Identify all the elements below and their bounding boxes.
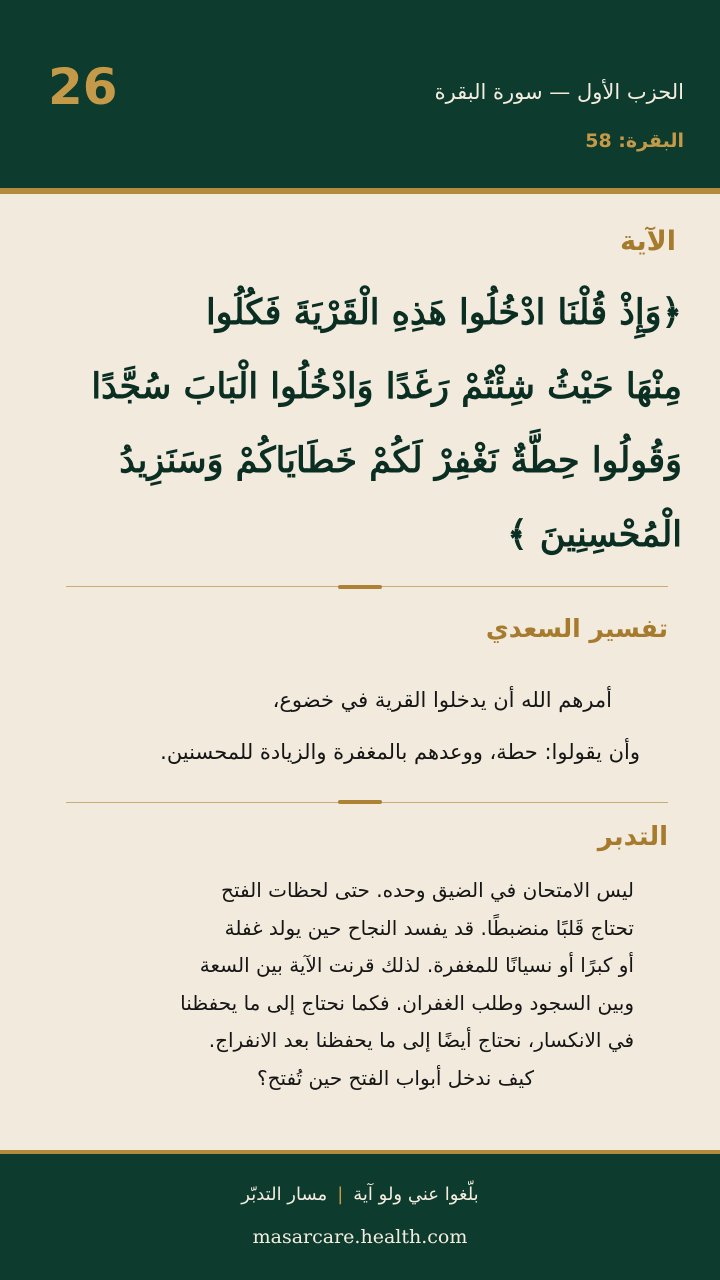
tadabbur-line: في الانكسار، نحتاج أيضًا إلى ما يحفظنا بعد الانفراج. (208, 1028, 634, 1052)
tafsir-line: وأن يقولوا: حطة، ووعدهم بالمغفرة والزيادة للمحسنين. (160, 740, 640, 764)
ayah-text (36, 276, 682, 572)
tadabbur-section-title: التدبر (597, 822, 668, 852)
tadabbur-line: تحتاج قَلبًا منضبطًا. قد يفسد النجاح حين يولد غفلة (224, 915, 634, 940)
divider-ornament (338, 800, 382, 804)
ayah-line: وَقُولُوا حِطَّةٌ نَغْفِرْ لَكُمْ خَطَايَاكُمْ وَسَنَزِيدُ (119, 440, 682, 481)
hizb-surah-label: الحزب الأول — سورة البقرة (434, 80, 684, 104)
tadabbur-line: كيف ندخل أبواب الفتح حين تُفتح؟ (256, 1065, 534, 1090)
ornate-open-bracket: ﴿ (661, 292, 682, 333)
ayah-line: ﴿وَإِذْ قُلْنَا ادْخُلُوا هَذِهِ الْقَرْيَةَ فَكُلُوا (205, 292, 682, 333)
tadabbur-text (34, 872, 634, 1097)
tafsir-line: أمرهم الله أن يدخلوا القرية في خضوع، (272, 688, 612, 712)
ayah-section-title: الآية (620, 226, 676, 257)
page-number: 26 (48, 58, 118, 116)
tadabbur-line: وبين السجود وطلب الغفران. فكما نحتاج إلى ما يحفظنا (180, 990, 634, 1015)
ayah-line: الْمُحْسِنِينَ ﴾ (507, 514, 682, 555)
footer-tagline-text: بلّغوا عني ولو آية (353, 1184, 479, 1205)
footer-separator: | (337, 1184, 344, 1205)
tafsir-text (50, 674, 640, 778)
footer-brand: مسار التدبّر (241, 1184, 328, 1205)
tadabbur-line: ليس الامتحان في الضيق وحده. حتى لحظات الفتح (221, 878, 634, 902)
ayah-line: مِنْهَا حَيْثُ شِئْتُمْ رَغَدًا وَادْخُلُوا الْبَابَ سُجَّدًا (91, 366, 682, 407)
tafsir-section-title: تفسير السعدي (485, 614, 668, 643)
footer-bar (0, 1154, 720, 1280)
tadabbur-line: أو كبرًا أو نسيانًا للمغفرة. لذلك قرنت الآية بين السعة (199, 953, 634, 977)
verse-reference: البقرة: 58 (585, 130, 684, 152)
footer-tagline (0, 1184, 720, 1205)
ornate-close-bracket: ﴾ (507, 514, 528, 555)
header-gold-border (0, 188, 720, 194)
footer-url[interactable]: masarcare.health.com (252, 1226, 468, 1248)
divider-ornament (338, 585, 382, 589)
